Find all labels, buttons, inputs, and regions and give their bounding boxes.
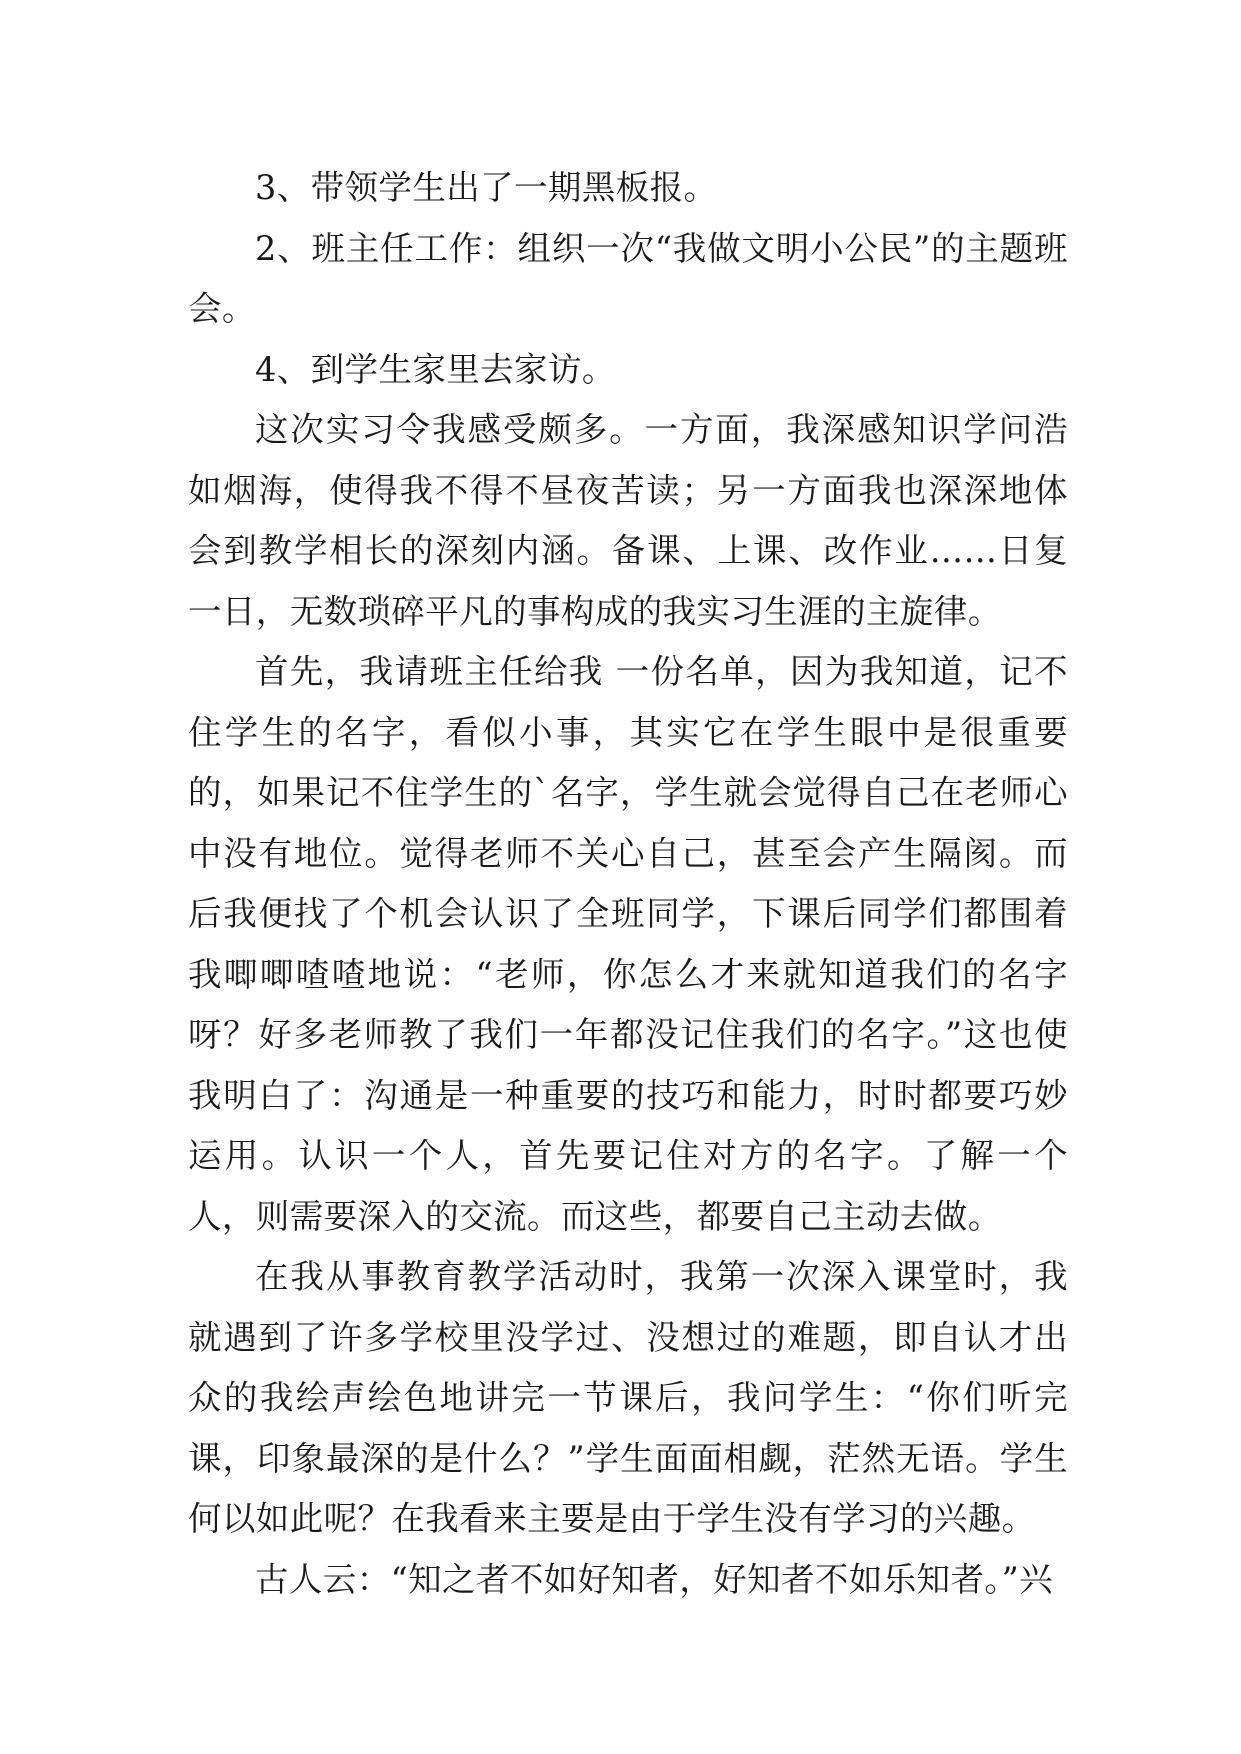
paragraph: 4、到学生家里去家访。: [255, 349, 616, 389]
paragraph: 古人云：“知之者不如好知者，好知者不如乐知者。”兴: [255, 1559, 1054, 1599]
paragraph: 在我从事教育教学活动时，我第一次深入课堂时，我就遇到了许多学校里没学过、没想过的难题，即自认才出众的我绘声绘色地讲完一节课后，我问学生：“你们听完课，印象最深的是什么？”学生面面相觑，茫然无语。学生何以如此呢？在我看来主要是由于学生没有学习的兴趣。: [188, 1257, 1068, 1538]
paragraph: 首先，我请班主任给我 一份名单，因为我知道，记不住学生的名字，看似小事，其实它在学生眼中是很重要的，如果记不住学生的`名字，学生就会觉得自己在老师心中没有地位。觉得老师不关心自己，甚至会产生隔阂。而后我便找了个机会认识了全班同学，下课后同学们都围着我唧唧喳喳地说：“老师，你怎么才来就知道我们的名字呀？好多老师教了我们一年都没记住我们的名字。”这也使我明白了：沟通是一种重要的技巧和能力，时时都要巧妙运用。认识一个人，首先要记住对方的名字。了解一个人，则需要深入的交流。而这些，都要自己主动去做。: [188, 652, 1068, 1236]
document-body: [188, 158, 1068, 1610]
paragraph: 这次实习令我感受颇多。一方面，我深感知识学问浩如烟海，使得我不得不昼夜苦读；另一方面我也深深地体会到教学相长的深刻内涵。备课、上课、改作业……日复一日，无数琐碎平凡的事构成的我实习生涯的主旋律。: [188, 410, 1068, 631]
paragraph: 3、带领学生出了一期黑板报。: [255, 168, 718, 207]
paragraph: 2、班主任工作：组织一次“我做文明小公民”的主题班会。: [188, 228, 1068, 328]
